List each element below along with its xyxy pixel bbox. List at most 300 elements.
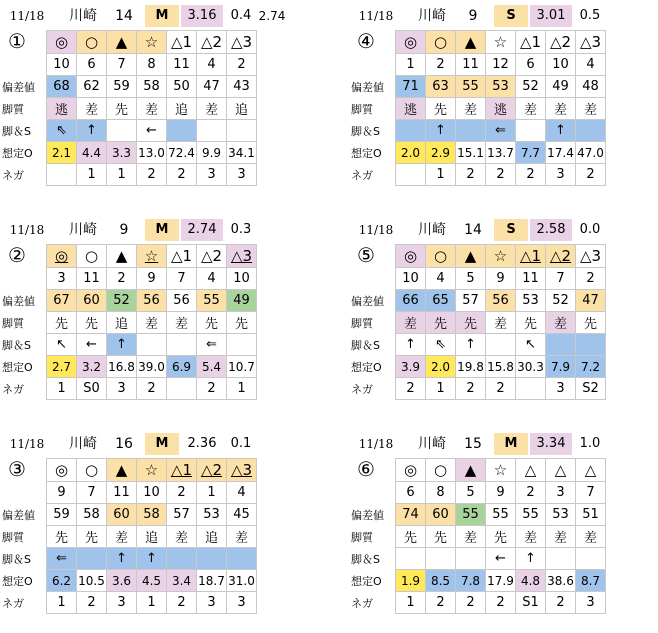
race-venue: 川崎: [69, 8, 97, 24]
score-cell: 55: [456, 504, 486, 526]
pace-row: [349, 548, 606, 570]
running-style-cell: 追: [137, 526, 167, 548]
mark-cell: ☆: [486, 31, 516, 54]
pace-arrow-cell: [197, 120, 227, 142]
race-date: 11/18: [358, 437, 394, 451]
nega-row: [349, 592, 606, 614]
row-label: ネガ: [2, 382, 24, 396]
score-cell: 62: [77, 76, 107, 98]
pace-arrow-cell: [107, 120, 137, 142]
row-label: ネガ: [351, 382, 373, 396]
running-style-row: [0, 526, 257, 548]
score-cell: 60: [426, 504, 456, 526]
running-style-cell: 差: [576, 526, 606, 548]
row-label: 脚＆S: [2, 124, 31, 138]
race-number: ①: [8, 29, 26, 53]
score-cell: 53: [486, 76, 516, 98]
mark-cell: △3: [576, 245, 606, 268]
horse-number-cell: 2: [426, 54, 456, 76]
horse-number-cell: 9: [486, 268, 516, 290]
nega-cell: 2: [486, 592, 516, 614]
score-cell: 51: [576, 504, 606, 526]
horse-number-cell: 2: [167, 482, 197, 504]
horse-number-cell: 5: [456, 482, 486, 504]
score-cell: 58: [137, 76, 167, 98]
score-cell: 65: [426, 290, 456, 312]
nega-cell: 2: [137, 164, 167, 186]
mark-cell: ○: [426, 459, 456, 482]
index-value-3: 2.74: [258, 9, 286, 23]
horse-number-row: [349, 54, 606, 76]
horse-number-cell: 9: [137, 268, 167, 290]
nega-row: [349, 164, 606, 186]
score-cell: 53: [197, 504, 227, 526]
row-label: 脚＆S: [351, 338, 380, 352]
race-number: ④: [357, 29, 375, 53]
nega-cell: 2: [486, 164, 516, 186]
odds-cell: 13.7: [486, 142, 516, 164]
running-style-cell: 差: [456, 98, 486, 120]
running-style-row: [349, 98, 606, 120]
score-cell: 68: [47, 76, 77, 98]
pace-arrow-cell: ←: [137, 120, 167, 142]
horse-number-cell: 7: [576, 482, 606, 504]
nega-cell: 3: [576, 592, 606, 614]
nega-cell: 2: [456, 164, 486, 186]
horse-number-row: [349, 268, 606, 290]
pace-arrow-cell: [227, 548, 257, 570]
mark-cell: ◎: [396, 31, 426, 54]
horse-number-cell: 5: [456, 268, 486, 290]
index-value-2: 0.1: [230, 436, 252, 451]
running-style-cell: 差: [546, 98, 576, 120]
mark-cell: ○: [426, 245, 456, 268]
race-header: [349, 433, 658, 455]
running-style-cell: 先: [486, 526, 516, 548]
score-cell: 56: [137, 290, 167, 312]
score-row: [0, 290, 257, 312]
odds-cell: 47.0: [576, 142, 606, 164]
horse-number-cell: 8: [137, 54, 167, 76]
race-date: 11/18: [358, 9, 394, 23]
score-row: [349, 76, 606, 98]
pace-arrow-cell: [167, 548, 197, 570]
odds-cell: 7.7: [516, 142, 546, 164]
pace-arrow-cell: [576, 334, 606, 356]
running-style-cell: 差: [107, 526, 137, 548]
odds-row: [349, 570, 606, 592]
running-style-cell: 先: [47, 526, 77, 548]
odds-cell: 38.6: [546, 570, 576, 592]
race-number: ⑤: [357, 243, 375, 267]
row-label: 脚＆S: [2, 338, 31, 352]
race-number: ②: [8, 243, 26, 267]
horse-number-cell: 11: [456, 54, 486, 76]
horse-number-cell: 10: [546, 54, 576, 76]
odds-cell: 17.4: [546, 142, 576, 164]
index-value-2: 0.5: [579, 8, 601, 23]
pace-arrow-cell: ↑: [107, 334, 137, 356]
pace-row: [0, 548, 257, 570]
nega-cell: 2: [516, 164, 546, 186]
mark-cell: △: [516, 459, 546, 482]
pace-arrow-cell: ↖: [516, 334, 546, 356]
race-panel: [0, 0, 318, 205]
odds-row: [0, 570, 257, 592]
running-style-cell: 先: [47, 312, 77, 334]
odds-cell: 8.7: [576, 570, 606, 592]
running-style-cell: 先: [77, 312, 107, 334]
mark-cell: ◎: [396, 459, 426, 482]
pace-row: [349, 334, 606, 356]
odds-cell: 8.5: [426, 570, 456, 592]
marks-row: [349, 245, 606, 268]
odds-cell: 17.9: [486, 570, 516, 592]
mark-cell: △2: [546, 245, 576, 268]
pace-arrow-cell: [576, 548, 606, 570]
horse-number-cell: 11: [516, 268, 546, 290]
row-label: 想定O: [351, 360, 382, 374]
row-label: 脚＆S: [2, 552, 31, 566]
index-value-2: 0.0: [579, 222, 601, 237]
running-style-cell: 先: [456, 312, 486, 334]
odds-cell: 5.4: [197, 356, 227, 378]
nega-cell: 3: [227, 592, 257, 614]
odds-cell: 30.3: [516, 356, 546, 378]
marks-row: [349, 459, 606, 482]
nega-cell: 1: [107, 164, 137, 186]
horse-number-cell: 4: [426, 268, 456, 290]
score-cell: 57: [167, 504, 197, 526]
race-class-badge: S: [494, 5, 528, 27]
odds-cell: 13.0: [137, 142, 167, 164]
nega-cell: [167, 378, 197, 400]
odds-cell: 16.8: [107, 356, 137, 378]
prediction-table: [349, 458, 606, 614]
pace-arrow-cell: ↑: [137, 548, 167, 570]
index-value-3: [606, 433, 636, 455]
odds-cell: 10.5: [77, 570, 107, 592]
running-style-cell: 先: [107, 98, 137, 120]
horse-number-cell: 11: [167, 54, 197, 76]
horse-number-cell: 3: [546, 482, 576, 504]
running-style-cell: 差: [137, 98, 167, 120]
running-style-cell: 差: [576, 98, 606, 120]
running-style-row: [349, 526, 606, 548]
score-cell: 63: [426, 76, 456, 98]
nega-cell: [47, 164, 77, 186]
pace-arrow-cell: [426, 548, 456, 570]
score-cell: 48: [576, 76, 606, 98]
score-cell: 49: [227, 290, 257, 312]
pace-arrow-cell: ⇖: [426, 334, 456, 356]
pace-arrow-cell: ←: [77, 334, 107, 356]
race-header: [0, 433, 330, 455]
race-class-badge: M: [494, 433, 528, 455]
pace-arrow-cell: [576, 120, 606, 142]
running-style-cell: 差: [486, 312, 516, 334]
index-value-2: 0.4: [230, 8, 252, 23]
row-label: 偏差値: [351, 294, 384, 308]
horse-number-row: [0, 482, 257, 504]
horse-number-cell: 6: [516, 54, 546, 76]
score-cell: 53: [516, 290, 546, 312]
field-size: 9: [468, 8, 478, 24]
field-size: 15: [464, 436, 482, 452]
score-row: [349, 504, 606, 526]
mark-cell: △3: [227, 31, 257, 54]
odds-cell: 3.4: [167, 570, 197, 592]
row-label: ネガ: [351, 596, 373, 610]
nega-cell: 2: [456, 378, 486, 400]
mark-cell: △3: [227, 245, 257, 268]
running-style-cell: 差: [516, 526, 546, 548]
pace-arrow-cell: [396, 120, 426, 142]
horse-number-cell: 6: [396, 482, 426, 504]
race-panel: [0, 214, 318, 419]
mark-cell: ☆: [486, 245, 516, 268]
mark-cell: △: [576, 459, 606, 482]
marks-row: [349, 31, 606, 54]
score-cell: 56: [167, 290, 197, 312]
score-cell: 59: [47, 504, 77, 526]
nega-cell: 3: [546, 164, 576, 186]
score-cell: 55: [456, 76, 486, 98]
pace-arrow-cell: ↑: [77, 120, 107, 142]
running-style-cell: 逃: [486, 98, 516, 120]
odds-cell: 10.7: [227, 356, 257, 378]
horse-number-cell: 10: [227, 268, 257, 290]
odds-row: [0, 356, 257, 378]
mark-cell: △2: [197, 245, 227, 268]
score-row: [0, 76, 257, 98]
nega-cell: 3: [197, 164, 227, 186]
running-style-cell: 差: [77, 98, 107, 120]
race-date: 11/18: [9, 9, 45, 23]
field-size: 14: [115, 8, 133, 24]
nega-cell: [516, 378, 546, 400]
horse-number-cell: 11: [77, 268, 107, 290]
row-label: 脚＆S: [351, 552, 380, 566]
nega-cell: 2: [426, 592, 456, 614]
odds-row: [0, 142, 257, 164]
running-style-cell: 逃: [396, 98, 426, 120]
score-cell: 52: [516, 76, 546, 98]
horse-number-cell: 10: [396, 268, 426, 290]
odds-cell: 3.9: [396, 356, 426, 378]
score-cell: 59: [107, 76, 137, 98]
index-value-1: 2.58: [530, 219, 572, 241]
race-panel: [0, 428, 318, 633]
running-style-cell: 先: [516, 312, 546, 334]
mark-cell: △3: [576, 31, 606, 54]
nega-cell: 2: [396, 378, 426, 400]
score-cell: 56: [486, 290, 516, 312]
row-label: 脚＆S: [351, 124, 380, 138]
race-date: 11/18: [9, 223, 45, 237]
horse-number-cell: 7: [167, 268, 197, 290]
horse-number-cell: 7: [77, 482, 107, 504]
mark-cell: ☆: [137, 31, 167, 54]
pace-arrow-cell: ↑: [107, 548, 137, 570]
race-venue: 川崎: [69, 222, 97, 238]
pace-arrow-cell: ←: [486, 548, 516, 570]
mark-cell: △2: [546, 31, 576, 54]
score-cell: 50: [167, 76, 197, 98]
odds-cell: 3.2: [77, 356, 107, 378]
horse-number-cell: 11: [107, 482, 137, 504]
pace-arrow-cell: ↑: [396, 334, 426, 356]
horse-number-cell: 2: [576, 268, 606, 290]
race-header: [349, 5, 658, 27]
odds-cell: 2.0: [426, 356, 456, 378]
odds-cell: 2.9: [426, 142, 456, 164]
prediction-table: [349, 244, 606, 400]
odds-cell: 1.9: [396, 570, 426, 592]
running-style-cell: 差: [227, 526, 257, 548]
mark-cell: △3: [227, 459, 257, 482]
horse-number-cell: 4: [197, 268, 227, 290]
nega-cell: S1: [516, 592, 546, 614]
field-size: 9: [119, 222, 129, 238]
running-style-cell: 追: [167, 98, 197, 120]
race-class-badge: S: [494, 219, 528, 241]
index-value-3: [257, 433, 287, 455]
mark-cell: ○: [77, 245, 107, 268]
nega-cell: 3: [546, 378, 576, 400]
horse-number-cell: 12: [486, 54, 516, 76]
running-style-cell: 先: [576, 312, 606, 334]
mark-cell: △: [546, 459, 576, 482]
mark-cell: △1: [167, 31, 197, 54]
pace-arrow-cell: ↑: [516, 548, 546, 570]
mark-cell: ◎: [47, 245, 77, 268]
running-style-cell: 逃: [47, 98, 77, 120]
odds-cell: 4.8: [516, 570, 546, 592]
odds-cell: 4.4: [77, 142, 107, 164]
pace-row: [0, 334, 257, 356]
nega-row: [0, 378, 257, 400]
running-style-row: [0, 312, 257, 334]
pace-arrow-cell: [456, 120, 486, 142]
pace-arrow-cell: [137, 334, 167, 356]
running-style-cell: 先: [77, 526, 107, 548]
nega-cell: 1: [227, 378, 257, 400]
odds-cell: 31.0: [227, 570, 257, 592]
running-style-cell: 差: [546, 312, 576, 334]
horse-number-cell: 2: [227, 54, 257, 76]
odds-cell: 15.8: [486, 356, 516, 378]
row-label: 偏差値: [2, 508, 35, 522]
row-label: 想定O: [2, 574, 33, 588]
nega-cell: 2: [77, 592, 107, 614]
race-panel: [349, 214, 658, 419]
odds-cell: 72.4: [167, 142, 197, 164]
nega-cell: 2: [576, 164, 606, 186]
nega-cell: 1: [396, 592, 426, 614]
running-style-cell: 差: [167, 312, 197, 334]
pace-arrow-cell: [227, 120, 257, 142]
mark-cell: ▲: [107, 459, 137, 482]
score-cell: 55: [486, 504, 516, 526]
pace-arrow-cell: [167, 120, 197, 142]
odds-cell: 15.1: [456, 142, 486, 164]
row-label: 想定O: [2, 146, 33, 160]
pace-arrow-cell: ↑: [546, 120, 576, 142]
nega-cell: 2: [456, 592, 486, 614]
nega-cell: 2: [197, 378, 227, 400]
index-value-2: 0.3: [230, 222, 252, 237]
mark-cell: ◎: [47, 459, 77, 482]
marks-row: [0, 245, 257, 268]
score-cell: 45: [227, 504, 257, 526]
score-cell: 49: [546, 76, 576, 98]
race-venue: 川崎: [418, 436, 446, 452]
score-cell: 60: [107, 504, 137, 526]
row-label: 脚質: [351, 316, 373, 330]
score-cell: 66: [396, 290, 426, 312]
running-style-cell: 差: [167, 526, 197, 548]
nega-cell: 3: [197, 592, 227, 614]
pace-arrow-cell: ⇐: [486, 120, 516, 142]
nega-cell: 1: [137, 592, 167, 614]
odds-cell: 19.8: [456, 356, 486, 378]
horse-number-cell: 4: [197, 54, 227, 76]
pace-arrow-cell: [396, 548, 426, 570]
mark-cell: ◎: [396, 245, 426, 268]
nega-row: [349, 378, 606, 400]
race-class-badge: M: [145, 5, 179, 27]
race-date: 11/18: [9, 437, 45, 451]
mark-cell: △1: [167, 245, 197, 268]
race-header: [0, 219, 330, 241]
running-style-cell: 先: [426, 526, 456, 548]
pace-arrow-cell: ↖: [47, 334, 77, 356]
row-label: 想定O: [2, 360, 33, 374]
mark-cell: △1: [167, 459, 197, 482]
running-style-cell: 先: [197, 312, 227, 334]
pace-arrow-cell: [546, 334, 576, 356]
field-size: 14: [464, 222, 482, 238]
odds-cell: 18.7: [197, 570, 227, 592]
odds-cell: 6.9: [167, 356, 197, 378]
race-class-badge: M: [145, 219, 179, 241]
mark-cell: △1: [516, 31, 546, 54]
mark-cell: △1: [516, 245, 546, 268]
row-label: 脚質: [351, 530, 373, 544]
nega-cell: [396, 164, 426, 186]
row-label: 偏差値: [351, 508, 384, 522]
race-class-badge: M: [145, 433, 179, 455]
running-style-row: [0, 98, 257, 120]
score-cell: 52: [107, 290, 137, 312]
score-cell: 74: [396, 504, 426, 526]
race-header: [0, 5, 330, 27]
running-style-cell: 追: [227, 98, 257, 120]
race-header: [349, 219, 658, 241]
horse-number-row: [0, 54, 257, 76]
row-label: 偏差値: [2, 80, 35, 94]
pace-row: [349, 120, 606, 142]
horse-number-cell: 4: [227, 482, 257, 504]
prediction-table: [0, 244, 257, 400]
index-value-1: 3.01: [530, 5, 572, 27]
row-label: 脚質: [2, 102, 24, 116]
nega-cell: 2: [167, 592, 197, 614]
index-value-3: [606, 5, 636, 27]
pace-row: [0, 120, 257, 142]
nega-cell: 1: [426, 164, 456, 186]
